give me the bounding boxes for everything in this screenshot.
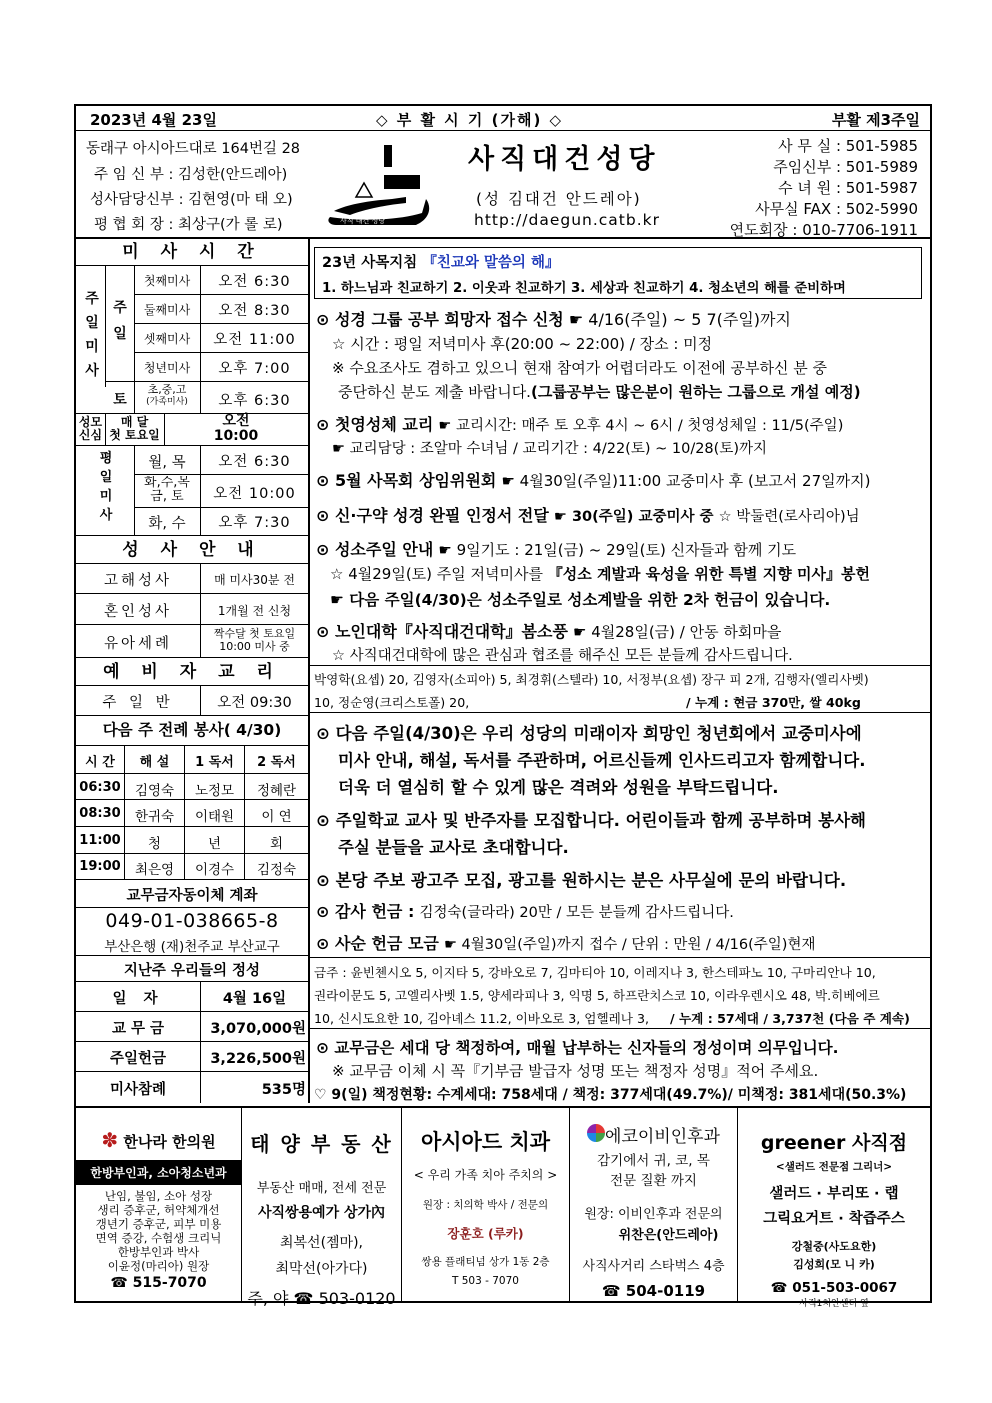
notice-thanks [316, 899, 734, 922]
notice-detail: ☛ 4/16(주일) ~ 5 7(주일)까지 [568, 310, 791, 329]
sacrament-name: 혼인성사 [103, 604, 173, 620]
ad-asiad-dental [402, 1108, 570, 1303]
address: 동래구 아시아드대로 164번길 28 [86, 141, 301, 157]
mass-name: 청년미사 [143, 361, 191, 375]
ad-title: 태 양 부 동 산 [250, 1132, 393, 1156]
mass-time: 오후 6:30 [218, 393, 291, 409]
notice-detail: ☆ 시간 : 평일 저녁미사 후(20:00 ~ 22:00) / 장소 : 미정 [332, 335, 713, 353]
catechumen-title: 예 비 자 교 리 [103, 662, 281, 682]
first-sat-label: 첫 토요일 [109, 428, 160, 442]
ad-phone: ☎ 515-7070 [110, 1275, 207, 1291]
liturgy-header: 2 독서 [257, 755, 296, 770]
weekday-days: 화,수,목 [144, 476, 190, 490]
weekday-label: 미 [99, 489, 113, 504]
bulletin-page [74, 104, 932, 1309]
liturgical-season: ◇ 부 활 시 기 (가해) ◇ [376, 111, 564, 129]
notice-tithe: ⊙ 교무금은 세대 당 책정하여, 매월 납부하는 신자들의 정성이며 의무입니다. [316, 1039, 839, 1057]
sacrament-rule: 매 미사30분 전 [214, 573, 295, 587]
offering-date: 4월 16일 [222, 991, 287, 1007]
liturgy-reader2: 정혜란 [256, 783, 297, 799]
notice-title: ⊙ 사순 헌금 모금 [316, 934, 439, 953]
mass-time: 오전 8:30 [218, 303, 291, 319]
phone-requiem: 연도회장 : 010-7706-1911 [729, 221, 918, 239]
phone-pastor: 주임신부 : 501-5989 [773, 158, 918, 176]
ad-line: 갱년기 증후군, 피부 미용 [95, 1217, 222, 1231]
ad-line: 원장: 이비인후과 전문의 [584, 1207, 723, 1222]
lent-donor-list: 금주 : 윤빈첸시오 5, 이지타 5, 강바오로 7, 김마티아 10, 이레지나 3, 한스테파노 10, 구마리안나 10, [314, 965, 876, 980]
notice-committee [316, 468, 870, 491]
mass-name-line: (가족미사) [146, 397, 188, 407]
advertisement-bar [76, 1106, 930, 1309]
notice-senior-college [316, 619, 781, 642]
notice-detail: ☆ 박둘련(로사리아)님 [718, 509, 860, 525]
liturgy-commentator: 한귀숙 [134, 809, 175, 825]
ad-line: 그릭요거트 · 착즙주스 [763, 1211, 905, 1227]
sacrament-title: 성 사 안 내 [122, 540, 262, 560]
liturgy-header: 시 간 [85, 755, 115, 770]
notice-detail: ☛ 9일기도 : 21일(금) ~ 29일(토) 신자들과 함께 기도 [438, 541, 797, 559]
sunday-mass-label-4: 사 [85, 363, 99, 379]
notice-detail [338, 381, 861, 402]
notice-detail: ☛ 4월28일(금) / 안동 하회마을 [573, 623, 782, 641]
liturgy-title: 다음 주 전례 봉사( 4/30) [102, 721, 282, 739]
liturgy-reader2: 회 [269, 836, 284, 852]
weekday-time: 오후 7:30 [218, 515, 291, 531]
flower-icon: ✽ [101, 1128, 119, 1152]
ad-line: 샐러드 · 부리또 · 랩 [769, 1186, 899, 1202]
catechumen-class: 주 일 반 [102, 695, 174, 711]
ad-title: 에코이비인후과 [605, 1127, 720, 1147]
donor-list: 10, 정순영(크리스토폴) 20, [314, 695, 470, 710]
lent-donor-total: / 누계 : 57세대 / 3,737천 (다음 주 계속) [670, 1011, 910, 1026]
notice-first-communion [316, 412, 843, 435]
parish-website[interactable]: http://daegun.catb.kr [474, 211, 660, 229]
weekday-days: 화, 수 [148, 516, 186, 532]
notice-detail: ※ 수요조사도 겸하고 있으니 현재 참여가 어렵더라도 이전에 공부하신 분 중 [332, 359, 827, 377]
offering-label: 교 무 금 [111, 1021, 165, 1037]
liturgy-reader2: 김정숙 [256, 862, 297, 878]
notice-detail: 김정숙(글라라) 20만 / 모든 분들께 감사드립니다. [419, 905, 734, 921]
phone-convent: 수 녀 원 : 501-5987 [778, 179, 918, 197]
first-sat-label: 성모 [78, 415, 103, 429]
transfer-title: 교무금자동이체 계좌 [126, 888, 258, 904]
council-president: 평 협 회 장 : 최상구(가 롤 로) [94, 217, 283, 233]
ad-line: 사직1치안센터 옆 [799, 1299, 869, 1309]
offering-label: 주일헌금 [109, 1051, 167, 1067]
offering-value: 535명 [261, 1082, 306, 1098]
catechumen-time: 오전 09:30 [217, 695, 292, 711]
clinic-logo-icon [587, 1124, 605, 1142]
ad-line: 장훈호 (루카) [447, 1226, 524, 1241]
lent-donor-list: 10, 신시도요한 10, 김아녜스 11.2, 이바오로 3, 엄헬레나 3, [314, 1011, 649, 1026]
notice-bible-copy [316, 503, 860, 526]
ad-title: greener 사직점 [760, 1132, 908, 1154]
ad-title: 아시아드 치과 [420, 1130, 551, 1154]
notice-title: ⊙ 성소주일 안내 [316, 540, 434, 559]
weekday-label: 일 [99, 470, 113, 485]
notice-title: ⊙ 첫영성체 교리 [316, 415, 434, 434]
weekday-days: 금, 토 [150, 489, 184, 504]
transfer-account[interactable]: 049-01-038665-8 [105, 910, 279, 932]
weekday-label: 평 [99, 451, 113, 466]
mass-name: 첫째미사 [143, 274, 191, 288]
offering-label: 미사참례 [109, 1082, 167, 1098]
notice-title: ⊙ 신·구약 성경 완필 인정서 전달 [316, 506, 549, 525]
sacrament-name: 유아세례 [103, 636, 173, 652]
liturgy-time: 19:00 [79, 859, 121, 874]
sunday-mass-label-1: 주 [85, 291, 99, 307]
header-bar [76, 106, 930, 131]
notice-title: ⊙ 5월 사목회 상임위원회 [316, 471, 497, 490]
liturgical-week: 부활 제3주일 [831, 111, 920, 129]
liturgy-reader1: 년 [207, 836, 222, 852]
notice-lent-offering [316, 931, 815, 954]
sacrament-rule: 10:00 미사 중 [219, 640, 290, 653]
notice-tithe-status: ♡ 9(일) 책정현황: 수계세대: 758세대 / 책정: 377세대(49.7%)/ 미책정: 381세대(50.3%) [314, 1087, 907, 1103]
ad-line: 난임, 불임, 소아 성장 [104, 1189, 213, 1203]
notice-detail: ☆ 사직대건대학에 많은 관심과 협조를 해주신 모든 분들께 감사드립니다. [332, 648, 793, 664]
ad-phone: ☎ 051-503-0067 [770, 1280, 898, 1296]
notice-detail: 주실 분들을 교사로 초대합니다. [338, 838, 569, 857]
notice-detail: ☛ 4월30일(주일)11:00 교중미사 후 (보고서 27일까지) [501, 472, 871, 490]
mass-name-youth [135, 383, 199, 409]
mass-name-line: 초,중,고 [147, 383, 187, 396]
liturgy-time: 08:30 [79, 806, 121, 821]
notice-detail: ☛ 다음 주일(4/30)은 성소주일로 성소계발을 위한 2차 헌금이 있습니다. [330, 591, 831, 609]
ad-line: 이윤정(마리아) 원장 [107, 1259, 210, 1273]
ad-line: 사직사거리 스타벅스 4층 [582, 1259, 725, 1274]
offering-value: 3,226,500원 [210, 1051, 306, 1067]
sunday-mass-label-2: 일 [85, 315, 99, 331]
donor-total: / 누계 : 현금 370만, 쌀 40kg [686, 695, 861, 710]
first-sat-time: 10:00 [213, 428, 259, 444]
ad-line: 김성희(모 니 카) [793, 1258, 875, 1271]
mass-name: 둘째미사 [143, 303, 191, 317]
weekday-label: 사 [99, 508, 113, 523]
first-sat-label: 신심 [78, 428, 103, 442]
mass-times-title: 미 사 시 간 [122, 242, 262, 262]
ad-phone: ☎ 504-0119 [601, 1282, 706, 1300]
sunday-label-il: 일 [113, 326, 127, 342]
offering-label: 일 자 [112, 991, 164, 1007]
notice-youth: ⊙ 다음 주일(4/30)은 우리 성당의 미래이자 희망인 청년회에서 교중미사에 [316, 724, 862, 743]
parish-patron: (성 김대건 안드레아) [476, 190, 642, 208]
notice-text: ☆ 4월29일(토) 주일 저녁미사를 [330, 565, 543, 583]
ad-line: 위찬은(안드레아) [618, 1228, 719, 1243]
notice-text: 『성소 계발과 육성을 위한 특별 지향 미사』봉헌 [547, 565, 870, 583]
ad-line: < 우리 가족 치아 주치의 > [413, 1168, 558, 1182]
liturgy-reader1: 노정모 [194, 783, 235, 799]
offering-title: 지난주 우리들의 정성 [123, 963, 261, 979]
ad-line: 부동산 매매, 전세 전문 [256, 1181, 387, 1196]
mass-time: 오후 7:00 [218, 361, 291, 377]
notice-bible-study [316, 307, 791, 330]
sacrament-rule: 1개월 전 신청 [217, 604, 292, 618]
transfer-bank: 부산은행 (재)천주교 부산교구 [104, 939, 280, 955]
weekday-days: 월, 목 [148, 455, 186, 471]
notice-title: ⊙ 감사 헌금 : [316, 902, 415, 921]
ad-line: 최복선(젬마), [280, 1235, 363, 1251]
liturgy-header: 해 설 [139, 755, 170, 770]
notice-detail: 미사 안내, 해설, 독서를 주관하며, 어르신들께 인사드리고자 함께합니다. [338, 751, 866, 770]
ad-hannara-clinic [76, 1108, 242, 1303]
notice-title: ⊙ 노인대학『사직대건대학』봄소풍 [316, 622, 568, 641]
mass-time: 오전 11:00 [213, 332, 296, 348]
notice-vocation [316, 537, 796, 560]
notice-detail: 더욱 더 열심히 할 수 있게 많은 격려와 성원을 부탁드립니다. [338, 778, 779, 797]
notice-text: 중단하신 분도 제출 바랍니다. [338, 383, 531, 401]
sacrament-rule: 짝수달 첫 토요일 [213, 627, 296, 640]
liturgy-time: 06:30 [79, 780, 121, 795]
offering-value: 3,070,000원 [210, 1021, 306, 1037]
notice-teacher-recruit: ⊙ 주일학교 교사 및 반주자를 모집합니다. 어린이들과 함께 공부하며 봉사해 [316, 811, 866, 830]
ad-line: <샐러드 전문점 그리너> [775, 1161, 893, 1173]
ad-eco-ent-clinic [570, 1108, 738, 1303]
parish-name: 사직대건성당 [468, 144, 661, 175]
notices-column [310, 239, 930, 1103]
liturgy-commentator: 청 [147, 836, 162, 852]
logo-text: 사직 대건 성당 [340, 217, 386, 225]
liturgy-commentator: 최은영 [134, 862, 175, 878]
ad-line: 한방부인과 박사 [117, 1245, 200, 1259]
notice-text: (그룹공부는 많은분이 원하는 그룹으로 개설 예정) [530, 383, 861, 401]
ad-line: 감기에서 귀, 코, 목 [597, 1153, 710, 1169]
saturday-label: 토 [113, 392, 127, 408]
first-sat-label: 매 달 [120, 415, 149, 429]
pastor: 주 임 신 부 : 김성한(안드레아) [94, 167, 288, 183]
notice-title: ⊙ 성경 그룹 공부 희망자 접수 신청 [316, 310, 564, 329]
ad-line: 사직쌍용예가 상가內 [257, 1205, 386, 1221]
notice-advertiser: ⊙ 본당 주보 광고주 모집, 광고를 원하시는 분은 사무실에 문의 바랍니다. [316, 871, 847, 890]
sacrament-name: 고해성사 [103, 573, 173, 589]
mass-name: 셋째미사 [143, 332, 191, 346]
bulletin-date: 2023년 4월 23일 [90, 111, 217, 129]
ad-line: 쌍용 플래티넘 상가 1동 2층 [421, 1256, 550, 1268]
notice-detail: ☛ 30(주일) 교중미사 중 [553, 509, 714, 525]
notice-detail: ☛ 교리담당 : 조알마 수녀님 / 교리기간 : 4/22(토) ~ 10/28(토)까지 [332, 441, 767, 457]
notice-detail: ☛ 교리시간: 매주 토 오후 4시 ~ 6시 / 첫영성체일 : 11/5(주일) [438, 418, 844, 434]
liturgy-header: 1 독서 [195, 755, 234, 770]
assistant-priest: 성사담당신부 : 김현영(마 태 오) [90, 192, 293, 208]
weekday-time: 오전 6:30 [218, 454, 291, 470]
ad-line: 최막선(아가다) [275, 1261, 368, 1277]
ad-line: 원장 : 치의학 박사 / 전문의 [422, 1199, 549, 1211]
phone-office: 사 무 실 : 501-5985 [778, 137, 918, 155]
phone-fax: 사무실 FAX : 502-5990 [755, 200, 918, 218]
motto-items: 1. 하느님과 친교하기 2. 이웃과 친교하기 3. 세상과 친교하기 4. 청소년의 해를 준비하며 [322, 281, 846, 296]
ad-line: 면역 증강, 수험생 크리닉 [95, 1231, 222, 1245]
left-column [76, 239, 310, 1103]
ad-title: 한나라 한의원 [123, 1133, 216, 1151]
ad-phone: 주, 야 ☎ 503-0120 [247, 1289, 396, 1308]
motto-label: 23년 사목지침 [322, 255, 418, 271]
sunday-label-ju: 주 [113, 300, 127, 316]
ad-line: 생리 증후군, 허약체개선 [97, 1203, 220, 1217]
notice-detail: ☛ 4월30일(주일)까지 접수 / 단위 : 만원 / 4/16(주일)현재 [443, 937, 816, 953]
ad-greener [738, 1108, 930, 1309]
parish-info [76, 131, 930, 239]
ad-banner: 한방부인과, 소아청소년과 [76, 1160, 241, 1185]
liturgy-reader2: 이 연 [261, 809, 292, 825]
ad-line: 강철중(사도요한) [791, 1240, 877, 1253]
liturgy-commentator: 김영숙 [134, 783, 175, 799]
sunday-mass-label-3: 미 [85, 339, 99, 355]
ad-taeyang-realty [242, 1108, 402, 1308]
motto-title [322, 251, 559, 272]
ad-line: 전문 질환 까지 [610, 1173, 697, 1189]
ad-phone: T 503 - 7070 [452, 1275, 519, 1287]
first-sat-time: 오전 [222, 413, 250, 429]
liturgy-time: 11:00 [79, 833, 121, 848]
donor-list: 박영학(요셉) 20, 김영자(소피아) 5, 최경휘(스텔라) 10, 서정부(요셉) 장구 피 2개, 김행자(엘리사벳) [314, 672, 869, 687]
notice-detail: ※ 교무금 이체 시 꼭『기부금 발급자 성명 또는 책정자 성명』적어 주세요. [332, 1062, 819, 1080]
motto-theme: 『친교와 말씀의 해』 [422, 255, 560, 271]
liturgy-reader1: 이태원 [194, 809, 235, 825]
lent-donor-list: 권라이문도 5, 고엘리사벳 1.5, 양세라피나 3, 익명 5, 하프란치스코 10, 이라우렌시오 48, 박.히베에르 [314, 988, 880, 1003]
notice-detail [330, 563, 870, 584]
liturgy-reader1: 이경수 [194, 862, 235, 878]
weekday-time: 오전 10:00 [213, 486, 296, 502]
parish-logo-icon [326, 139, 441, 229]
mass-time: 오전 6:30 [218, 274, 291, 290]
